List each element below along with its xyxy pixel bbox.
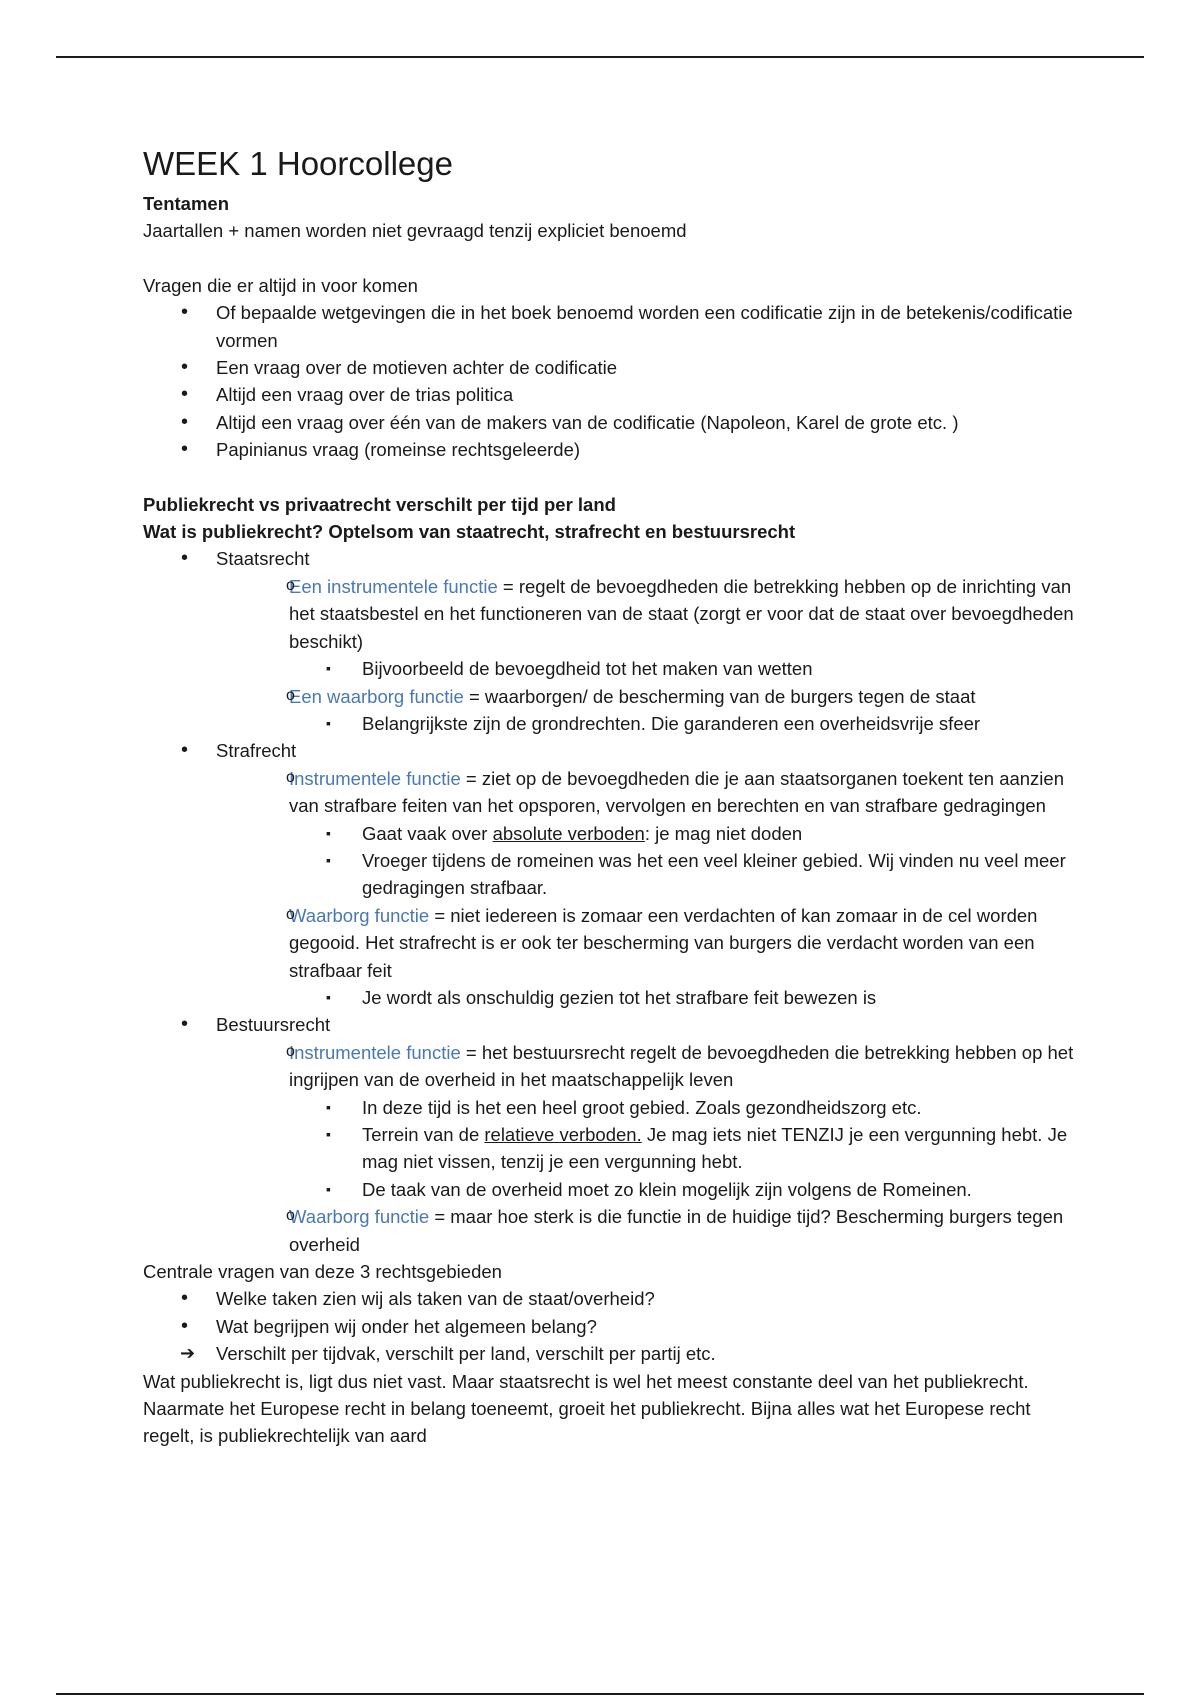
sub-list [362,820,1083,902]
text-segment: Terrein van de [362,1124,485,1145]
section-heading-publiek-privaat: Publiekrecht vs privaatrecht verschilt per tijd per land [143,493,616,515]
bestuursrecht-functions [289,1039,1083,1258]
function-text: = regelt de bevoegdheden die betrekking hebben op de inrichting van het staatsbestel en het functioneren van de staat (zorgt er voor dat de staat over bevoegdheden beschikt) [289,575,1074,652]
arrow-list-item: ➔ Verschilt per tijdvak, verschilt per land, verschilt per partij etc. [143,1340,1083,1367]
list-item: • Altijd een vraag over één van de makers van de codificatie (Napoleon, Karel de grote etc. ) [143,409,1083,436]
text-segment: Gaat vaak over [362,822,493,844]
strafrecht-label: Strafrecht [216,740,297,762]
staatsrecht-label: Staatsrecht [216,548,310,570]
function-term: Waarborg functie [289,1206,430,1228]
closing-paragraph-2: Naarmate het Europese recht in belang toeneemt, groeit het publiekrecht. Bijna alles wat het Europese recht regelt, is publiekrechtelijk van aard [143,1398,1031,1447]
list-item: ▪ De taak van de overheid moet zo klein mogelijk zijn volgens de Romeinen. [362,1176,1083,1203]
tentamen-note: Jaartallen + namen worden niet gevraagd tenzij expliciet benoemd [143,220,687,242]
list-item-staatsrecht [143,545,1083,737]
list-item [362,1121,1083,1176]
list-item [289,902,1083,1012]
list-item: • Wat begrijpen wij onder het algemeen belang? [143,1313,1083,1340]
header-rule [56,56,1144,58]
list-item [289,765,1083,902]
footer-rule [56,1693,1144,1695]
list-item: • Welke taken zien wij als taken van de staat/overheid? [143,1285,1083,1312]
closing-paragraph-1: Wat publiekrecht is, ligt dus niet vast. Maar staatsrecht is wel het meest constante deel van het publiekrecht. [143,1370,1029,1392]
list-item: ▪ Bijvoorbeeld de bevoegdheid tot het maken van wetten [362,655,1083,682]
function-term: Instrumentele functie [289,1041,461,1063]
section-heading-publiekrecht: Wat is publiekrecht? Optelsom van staatrecht, strafrecht en bestuursrecht [143,521,796,543]
list-item: • Een vraag over de motieven achter de codificatie [143,354,1083,381]
staatsrecht-functions [289,573,1083,737]
sub-list [362,655,1083,682]
underlined-term: absolute verboden [492,822,645,844]
function-text: = ziet op de bevoegdheden die je aan staatsorganen toekent ten aanzien van strafbare feiten van het opsporen, vervolgen en berechten en van strafbare gedragingen [289,767,1064,817]
centrale-intro: Centrale vragen van deze 3 rechtsgebieden [143,1261,502,1283]
list-item: • Of bepaalde wetgevingen die in het boek benoemd worden een codificatie zijn in de betekenis/codificatie vormen [143,299,1083,354]
exam-question-list [143,299,1083,463]
underlined-term: relatieve verboden. [484,1124,642,1145]
list-item: ▪ Belangrijkste zijn de grondrechten. Die garanderen een overheidsvrije sfeer [362,710,1083,737]
text-segment: Je mag iets niet TENZIJ je een vergunning hebt. Je mag niet vissen, tenzij je een vergunning hebt. [362,1124,1068,1173]
document-body [143,142,1083,1450]
list-item [362,820,1083,847]
function-term: Een waarborg functie [289,685,464,707]
rechtsgebieden-list [143,545,1083,1258]
list-item: • Papinianus vraag (romeinse rechtsgeleerde) [143,436,1083,463]
list-item [289,1203,1083,1258]
list-item [289,1039,1083,1203]
list-item: ▪ Je wordt als onschuldig gezien tot het strafbare feit bewezen is [362,984,1083,1011]
list-item-strafrecht [143,737,1083,1011]
function-term: Waarborg functie [289,904,430,926]
page-title: WEEK 1 Hoorcollege [143,145,453,182]
function-term: Instrumentele functie [289,767,461,789]
questions-intro: Vragen die er altijd in voor komen [143,274,418,296]
section-heading-tentamen: Tentamen [143,193,230,214]
sub-list [362,710,1083,737]
function-term: Een instrumentele functie [289,575,498,597]
list-item: ▪ In deze tijd is het een heel groot gebied. Zoals gezondheidszorg etc. [362,1094,1083,1121]
list-item [289,573,1083,683]
list-item-bestuursrecht [143,1011,1083,1258]
list-item [289,683,1083,738]
list-item: ▪ Vroeger tijdens de romeinen was het een veel kleiner gebied. Wij vinden nu veel meer gedragingen strafbaar. [362,847,1083,902]
centrale-question-list [143,1285,1083,1367]
function-text: = niet iedereen is zomaar een verdachten of kan zomaar in de cel worden gegooid. Het strafrecht is er ook ter bescherming van burgers die verdacht worden van een strafbaar feit [289,904,1038,981]
sub-list [362,1094,1083,1204]
function-text: = waarborgen/ de bescherming van de burgers tegen de staat [463,685,976,707]
function-text: = het bestuursrecht regelt de bevoegdheden die betrekking hebben op het ingrijpen van de overheid in het maatschappelijk leven [289,1041,1074,1091]
bestuursrecht-label: Bestuursrecht [216,1014,331,1036]
list-item: • Altijd een vraag over de trias politica [143,381,1083,408]
sub-list [362,984,1083,1011]
function-text: = maar hoe sterk is die functie in de huidige tijd? Bescherming burgers tegen overheid [289,1206,1064,1255]
strafrecht-functions [289,765,1083,1012]
text-segment: : je mag niet doden [644,822,803,844]
